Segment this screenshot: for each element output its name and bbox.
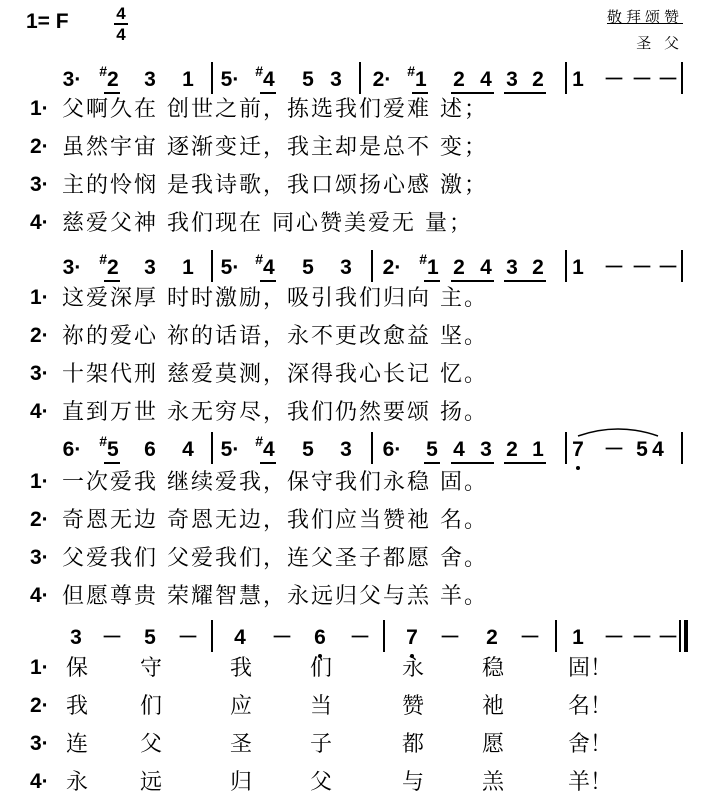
verse-number: 3·: [30, 546, 49, 569]
dash: －: [657, 626, 679, 649]
note: 4: [453, 438, 465, 461]
note: 4: [480, 68, 492, 91]
dash: －: [603, 256, 625, 279]
note: 2: [486, 626, 498, 649]
key-signature: 1= F: [26, 10, 69, 33]
note: 6: [314, 626, 326, 649]
dash: －: [349, 626, 371, 649]
dash: －: [603, 626, 625, 649]
note: 3: [506, 256, 518, 279]
note: 5·: [220, 68, 240, 91]
note: 4: [652, 438, 664, 461]
dash: －: [603, 438, 625, 461]
verse-number: 2·: [30, 135, 49, 158]
lyric-syllable: 应: [230, 694, 253, 719]
note: 3·: [62, 256, 82, 279]
verse-number: 1·: [30, 97, 49, 120]
lyric-syllable: 固！: [568, 656, 613, 681]
sharp-note: #2: [99, 251, 119, 279]
note: 3: [340, 256, 352, 279]
lyric-syllable: 们: [140, 694, 163, 719]
note: 2: [506, 438, 518, 461]
lyric-syllable: 名！: [568, 694, 613, 719]
note: 1: [532, 438, 544, 461]
note: 4: [234, 626, 246, 649]
sharp-note: #2: [99, 63, 119, 91]
note: 2·: [382, 256, 402, 279]
note: 1: [572, 68, 584, 91]
lyric-syllable: 永: [402, 656, 425, 681]
lyric-syllable: 连: [66, 732, 89, 757]
lyric-syllable: 与: [402, 770, 425, 795]
note: 3: [506, 68, 518, 91]
note: 2·: [372, 68, 392, 91]
sharp-note: #4: [255, 433, 275, 461]
verse-number: 3·: [30, 732, 49, 755]
verse-number: 2·: [30, 694, 49, 717]
lyric-syllable: 保: [66, 656, 89, 681]
lyric-syllable: 都: [402, 732, 425, 757]
note: 1: [572, 256, 584, 279]
note: 1: [182, 256, 194, 279]
sharp-note: #4: [255, 63, 275, 91]
lyric-line: 祢的爱心 祢的话语，永不更改愈益 坚。: [62, 324, 488, 349]
dash: －: [177, 626, 199, 649]
lyric-line: 但愿尊贵 荣耀智慧，永远归父与羔 羊。: [62, 584, 488, 609]
music-row: [0, 60, 701, 98]
note: 5: [144, 626, 156, 649]
lyric-line: 慈爱父神 我们现在 同心赞美爱无 量；: [62, 211, 473, 236]
dash: －: [101, 626, 123, 649]
lyric-line: 主的怜悯 是我诗歌，我口颂扬心感 激；: [62, 173, 488, 198]
music-row: [0, 430, 701, 468]
note: 4: [182, 438, 194, 461]
verse-number: 3·: [30, 173, 49, 196]
dash: －: [519, 626, 541, 649]
note: 3: [340, 438, 352, 461]
note: 2: [532, 68, 544, 91]
note: 6·: [62, 438, 82, 461]
time-signature: [113, 4, 129, 44]
lyric-line: 父啊久在 创世之前，拣选我们爱难 述；: [62, 97, 488, 122]
note: 5·: [220, 438, 240, 461]
note: 3·: [62, 68, 82, 91]
lyric-syllable: 父: [140, 732, 163, 757]
lyric-syllable: 当: [310, 694, 333, 719]
verse-number: 4·: [30, 584, 49, 607]
lyric-line: 一次爱我 继续爱我，保守我们永稳 固。: [62, 470, 488, 495]
verse-number: 4·: [30, 211, 49, 234]
note: 5: [302, 256, 314, 279]
sharp-note: #5: [99, 433, 119, 461]
time-signature-bottom: 4: [116, 25, 126, 44]
lyric-syllable: 祂: [482, 694, 505, 719]
lyric-syllable: 稳: [482, 656, 505, 681]
note: 3: [70, 626, 82, 649]
note: 2: [532, 256, 544, 279]
lyric-syllable: 我: [66, 694, 89, 719]
lyric-line: 直到万世 永无穷尽，我们仍然要颂 扬。: [62, 400, 488, 425]
note: 5: [636, 438, 648, 461]
lyric-syllable: 远: [140, 770, 163, 795]
music-row: [0, 248, 701, 286]
note: 1: [572, 626, 584, 649]
note: 2: [453, 256, 465, 279]
sharp-note: #1: [407, 63, 427, 91]
verse-number: 1·: [30, 286, 49, 309]
slur: [578, 429, 658, 436]
verse-number: 1·: [30, 470, 49, 493]
lyric-syllable: 归: [230, 770, 253, 795]
note: 3: [144, 68, 156, 91]
note: 1: [182, 68, 194, 91]
sharp-note: #1: [419, 251, 439, 279]
note: 5: [302, 68, 314, 91]
note: 6·: [382, 438, 402, 461]
lyric-syllable: 羊！: [568, 770, 613, 795]
note: 3: [330, 68, 342, 91]
note: 7: [572, 438, 584, 461]
lyric-line: 虽然宇宙 逐渐变迁，我主却是总不 变；: [62, 135, 488, 160]
low-octave-dot: [576, 466, 580, 470]
dash: －: [657, 68, 679, 91]
dash: －: [603, 68, 625, 91]
lyric-syllable: 赞: [402, 694, 425, 719]
lyric-syllable: 愿: [482, 732, 505, 757]
lyric-syllable: 羔: [482, 770, 505, 795]
credit-source: 敬拜颂赞: [606, 8, 683, 26]
music-row: [0, 618, 701, 656]
verse-number: 3·: [30, 362, 49, 385]
lyric-line: 父爱我们 父爱我们，连父圣子都愿 舍。: [62, 546, 488, 571]
notation-svg: [0, 430, 701, 474]
dash: －: [439, 626, 461, 649]
dash: －: [631, 256, 653, 279]
lyric-syllable: 永: [66, 770, 89, 795]
lyric-syllable: 舍！: [568, 732, 613, 757]
note: 6: [144, 438, 156, 461]
note: 4: [480, 256, 492, 279]
verse-number: 1·: [30, 656, 49, 679]
note: 3: [480, 438, 492, 461]
lyric-syllable: 守: [140, 656, 163, 681]
dash: －: [657, 256, 679, 279]
note: 7: [406, 626, 418, 649]
note: 5·: [220, 256, 240, 279]
note: 2: [453, 68, 465, 91]
lyric-syllable: 圣: [230, 732, 253, 757]
dash: －: [631, 68, 653, 91]
lyric-line: 这爱深厚 时时激励，吸引我们归向 主。: [62, 286, 488, 311]
lyric-syllable: 我: [230, 656, 253, 681]
dash: －: [631, 626, 653, 649]
lyric-syllable: 们: [310, 656, 333, 681]
note: 3: [144, 256, 156, 279]
credit-author: 圣 父: [636, 34, 683, 52]
verse-number: 4·: [30, 400, 49, 423]
sharp-note: #4: [255, 251, 275, 279]
lyric-syllable: 父: [310, 770, 333, 795]
lyric-line: 奇恩无边 奇恩无边，我们应当赞祂 名。: [62, 508, 488, 533]
lyric-line: 十架代刑 慈爱莫测，深得我心长记 忆。: [62, 362, 488, 387]
lyric-syllable: 子: [310, 732, 333, 757]
dash: －: [271, 626, 293, 649]
note: 5: [302, 438, 314, 461]
verse-number: 2·: [30, 324, 49, 347]
verse-number: 4·: [30, 770, 49, 793]
note: 5: [426, 438, 438, 461]
time-signature-top: 4: [116, 4, 126, 23]
verse-number: 2·: [30, 508, 49, 531]
